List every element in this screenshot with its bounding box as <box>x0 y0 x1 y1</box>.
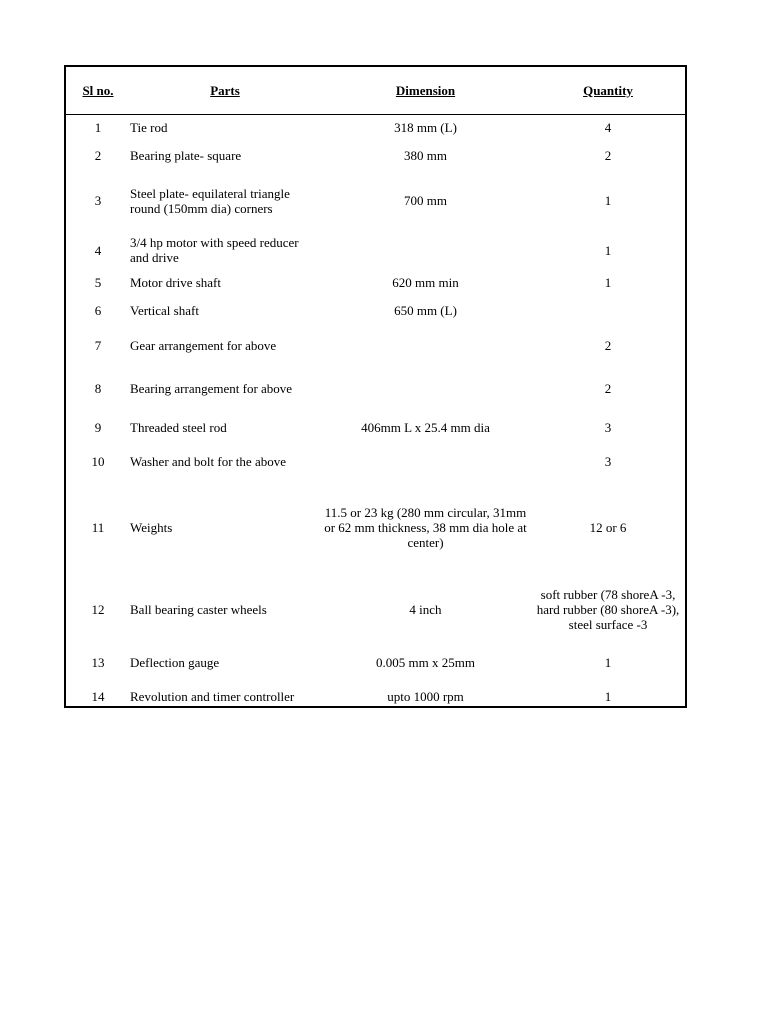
table-row <box>66 367 685 410</box>
table-row <box>66 114 685 141</box>
row-part: Ball bearing caster wheels <box>130 602 267 617</box>
row-sl: 4 <box>94 242 102 258</box>
row-dimension: 406mm L x 25.4 mm dia <box>361 419 490 435</box>
header-dimension: Dimension <box>320 67 531 114</box>
row-quantity: 12 or 6 <box>589 519 627 535</box>
table-row <box>66 478 685 576</box>
row-part: Threaded steel rod <box>130 419 227 435</box>
row-sl: 6 <box>94 302 102 318</box>
row-part: Vertical shaft <box>130 302 199 318</box>
row-dimension: 318 mm (L) <box>394 120 457 136</box>
table-row <box>66 232 685 268</box>
row-quantity: 3 <box>604 419 612 435</box>
header-sl-no: Sl no. <box>66 67 130 114</box>
table-row <box>66 410 685 444</box>
row-quantity: soft rubber (78 shoreA -3, hard rubber (80 shoreA -3), steel surface -3 <box>536 587 680 632</box>
row-quantity: 1 <box>604 274 612 290</box>
table-header-row <box>66 67 685 114</box>
row-dimension <box>320 324 531 367</box>
row-dimension <box>320 232 531 268</box>
row-part: Motor drive shaft <box>130 274 221 290</box>
row-sl: 11 <box>91 519 105 535</box>
row-part: 3/4 hp motor with speed reducer and drive <box>130 235 299 265</box>
row-quantity: 3 <box>604 453 612 469</box>
row-quantity: 2 <box>604 147 612 163</box>
row-sl: 8 <box>94 381 102 396</box>
row-quantity: 1 <box>604 688 612 704</box>
row-quantity <box>531 296 685 324</box>
row-dimension: 4 inch <box>409 602 442 617</box>
row-part: Weights <box>130 519 173 535</box>
row-dimension: 650 mm (L) <box>394 302 457 318</box>
table-row <box>66 643 685 682</box>
table-row <box>66 576 685 643</box>
row-part: Deflection gauge <box>130 655 220 670</box>
row-sl: 5 <box>94 274 102 290</box>
row-sl: 13 <box>91 655 105 670</box>
row-quantity: 4 <box>604 120 612 136</box>
table-row <box>66 141 685 169</box>
row-quantity: 2 <box>604 381 612 396</box>
row-dimension: upto 1000 rpm <box>387 688 464 704</box>
row-sl: 2 <box>94 147 102 163</box>
table-row <box>66 682 685 710</box>
row-sl: 3 <box>94 193 102 208</box>
row-dimension <box>320 367 531 410</box>
row-quantity: 1 <box>604 242 612 258</box>
row-part: Bearing plate- square <box>130 147 242 163</box>
row-sl: 10 <box>91 453 105 469</box>
row-part: Steel plate- equilateral triangle round (150mm dia) corners <box>130 185 290 216</box>
header-quantity: Quantity <box>531 67 685 114</box>
row-sl: 14 <box>91 688 105 704</box>
row-part: Gear arrangement for above <box>130 338 277 353</box>
table-row <box>66 324 685 367</box>
row-dimension: 700 mm <box>404 193 447 208</box>
parts-table-frame <box>64 65 687 708</box>
row-dimension: 380 mm <box>404 147 447 163</box>
row-part: Revolution and timer controller <box>130 688 295 704</box>
row-sl: 1 <box>94 120 102 136</box>
table-row <box>66 444 685 478</box>
row-dimension: 620 mm min <box>392 274 459 290</box>
row-sl: 12 <box>91 602 105 617</box>
row-dimension: 0.005 mm x 25mm <box>376 655 475 670</box>
row-quantity: 1 <box>604 655 612 670</box>
table-row <box>66 268 685 296</box>
row-part: Bearing arrangement for above <box>130 381 293 396</box>
table-row <box>66 169 685 232</box>
row-quantity: 2 <box>604 338 612 353</box>
row-quantity: 1 <box>604 193 612 208</box>
row-sl: 9 <box>94 419 102 435</box>
row-part: Tie rod <box>130 120 168 136</box>
row-dimension <box>320 444 531 478</box>
header-parts: Parts <box>130 67 320 114</box>
parts-table <box>66 67 685 710</box>
row-sl: 7 <box>94 338 102 353</box>
row-dimension: 11.5 or 23 kg (280 mm circular, 31mm or 62 mm thickness, 38 mm dia hole at center) <box>324 504 527 550</box>
table-row <box>66 296 685 324</box>
row-part: Washer and bolt for the above <box>130 453 286 469</box>
